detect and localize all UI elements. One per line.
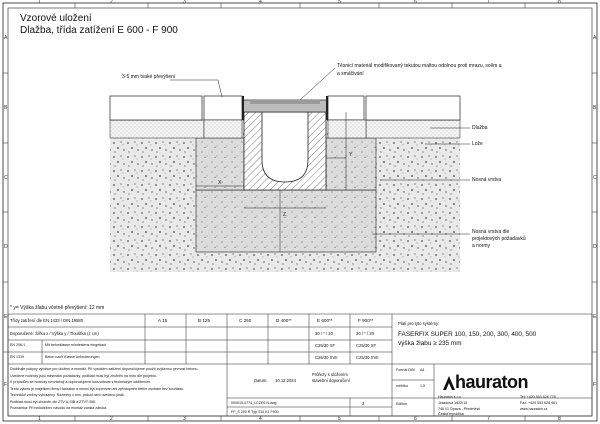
row-label: C xyxy=(4,175,8,181)
col-label: 2 xyxy=(110,416,113,422)
note-line: Dodržujte pokyny výrobce pro uložení a montáž. Při vysokém zatížení doporučujeme použít zvýšenou pevnost betonu. xyxy=(10,367,199,371)
col-label: 5 xyxy=(338,416,341,422)
hauraton-logo: hauraton xyxy=(455,372,529,392)
systems-list: FASERFIX SUPER 100, 150, 200, 300, 400, 500 xyxy=(398,331,537,338)
format-label: Formát DIN xyxy=(396,368,415,372)
col-label: 2 xyxy=(110,0,113,5)
dims-row-label: Doporučené: Šířka x / Výška y / Tloušťka (z cm) xyxy=(10,331,99,336)
col-label: 7 xyxy=(487,0,490,5)
class-e600: E 600** xyxy=(317,318,333,323)
unit-label: Edition xyxy=(396,402,407,406)
gap-note: 3-5 mm tvaké převýšení xyxy=(122,74,176,80)
note-line: Poznámka: Při nedodržení návodu na montáž zaniká záruka. xyxy=(10,406,108,410)
col-label: 1 xyxy=(38,0,41,5)
dim-z: Z xyxy=(283,212,287,218)
concrete2-f900: C25/30 XVII xyxy=(356,355,379,360)
col-label: 8 xyxy=(558,416,561,422)
sheet-number: 3 xyxy=(362,401,365,406)
address-0: Hauraton s.r.o. xyxy=(438,395,462,399)
concrete1-code: EN 206-1 xyxy=(10,343,26,347)
note-line: Uvedené hodnoty jsou minimální požadavky, podklad musí být zhutněn na míru dle projektu. xyxy=(10,373,157,378)
subbase-label-2: projektových požadavků xyxy=(472,236,526,242)
class-c250: C 250 xyxy=(239,318,252,323)
channel-height: výška žlabu ≥ 235 mm xyxy=(398,340,462,347)
footnote: * y= Výška žlabu včetně převýšení: 12 mm xyxy=(10,305,105,311)
row-label: F xyxy=(593,382,597,388)
col-label: 3 xyxy=(183,416,186,422)
row-label: A xyxy=(4,35,8,41)
usage-label: Platí pro tyto systémy: xyxy=(398,321,440,326)
col-label: 6 xyxy=(414,416,417,422)
row-label: E xyxy=(593,314,597,320)
col-label: 7 xyxy=(487,416,490,422)
row-label: D xyxy=(4,244,8,250)
row-label: C xyxy=(593,175,597,181)
website: www.hauraton.cz xyxy=(520,407,548,411)
paving-label: Dlažba xyxy=(472,125,488,131)
dim-x: X xyxy=(218,180,222,186)
hauraton-logo-mark xyxy=(443,376,455,390)
col-label: 5 xyxy=(338,0,341,5)
subbase-label-3: a normy xyxy=(472,243,491,249)
fax: Fax: +420 553 628 461 xyxy=(520,401,558,405)
col-label: 4 xyxy=(259,416,262,422)
row-label: B xyxy=(593,105,597,111)
drawing-number-2: FF_S 200 R Typ 010 K1 F900 xyxy=(231,410,279,414)
load-class-header: Třídy zatížení dle EN 1433 / DIN 19580 xyxy=(10,318,84,323)
concrete-foundation xyxy=(196,190,376,252)
subbase-label-1: Nosná vrstva dle xyxy=(472,229,510,235)
concrete1-e600: C25/30 XF xyxy=(315,343,336,348)
date-label: Datum: xyxy=(254,378,268,383)
note-line: K případům se hodnoty nevztahují a doporučujeme konzultovat s technickým oddělením. xyxy=(10,380,152,384)
class-a15: A 15 xyxy=(158,318,168,323)
notes-block xyxy=(10,366,224,414)
scale-value: 1:5 xyxy=(420,384,425,388)
row-label: B xyxy=(4,105,8,111)
concrete1-label: Mit betonklasse mindestens eingebaut xyxy=(45,343,107,347)
row-label: E xyxy=(4,314,8,320)
col-label: 6 xyxy=(414,0,417,5)
note-line: Podklad musí být zhutněn dle ZTV A-StB a ZTVT-StB. xyxy=(10,399,96,404)
drawing-title: Vzorové uložení xyxy=(20,13,92,24)
row-label: D xyxy=(593,244,597,250)
address-1: Jiráskova 1622/10 xyxy=(438,401,468,405)
format-value: A4 xyxy=(420,368,425,372)
col-label: 1 xyxy=(38,416,41,422)
concrete-haunch-right xyxy=(326,138,376,190)
class-d400: D 400** xyxy=(276,318,292,323)
bedding-right xyxy=(366,120,460,138)
dim-y: Y xyxy=(349,152,353,158)
col-label: 4 xyxy=(259,0,262,5)
base-label: Nosná vrstva xyxy=(472,177,502,183)
concrete2-e600: C25/30 XVII xyxy=(315,355,338,360)
date-value: 10.12.2024 xyxy=(275,378,296,383)
note-line: Technické změny vyhrazeny. Rozměry v mm, pokud není uvedeno jinak. xyxy=(10,393,125,397)
col-label: 8 xyxy=(558,0,561,5)
address-3: Česká republika xyxy=(438,412,464,416)
class-f900: F 900** xyxy=(358,318,374,323)
drawing-desc-1: Průřezy s uložením xyxy=(312,372,348,377)
bedding-label: Lože xyxy=(472,141,483,147)
sealant-note-1: Těsnicí materiál modifikovaný tekutou maltou odolnou proti mrazu, solím a xyxy=(337,63,502,69)
concrete1-f900: C25/30 XF xyxy=(356,343,377,348)
scale-label: měřítko xyxy=(396,384,408,388)
sealant-note-2: a smáčivání xyxy=(337,71,364,77)
dims-e600: 30 / * / 20 xyxy=(315,331,333,336)
drawing-number: 000015-0774_LCZE6 N.dwg xyxy=(231,401,277,405)
class-b125: B 125 xyxy=(198,318,211,323)
concrete2-code: EN 1339 xyxy=(10,355,24,359)
drawing-subtitle: Dlažba, třída zatížení E 600 - F 900 xyxy=(20,25,178,36)
channel-u xyxy=(262,112,308,182)
dims-f900: 30 / * / 20 xyxy=(356,331,374,336)
concrete2-label: Beton nach Klasse Anforderungen xyxy=(45,355,100,359)
bedding-left xyxy=(110,120,204,138)
note-line: Tento výkres je majetkem firmy Hauraton a nesmí být kopírován ani zpřístupněn třetím osobám bez souhlasu. xyxy=(10,386,185,391)
drawing-desc-2: stavební doporučení xyxy=(312,378,350,383)
col-label: 3 xyxy=(183,0,186,5)
phone: Tel: +420 553 628 776 xyxy=(520,395,556,399)
address-2: 746 01 Opava - Předměstí xyxy=(438,407,481,411)
row-label: F xyxy=(4,382,8,388)
row-label: A xyxy=(593,35,597,41)
